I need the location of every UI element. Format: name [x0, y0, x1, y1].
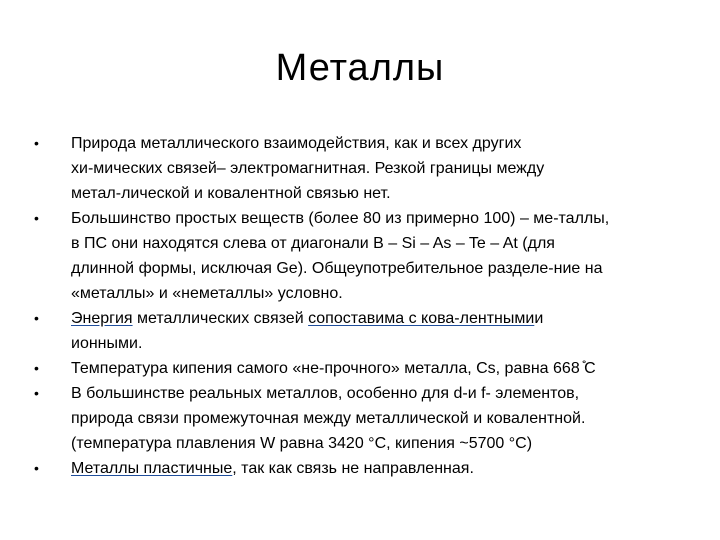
bullet-text-line: Большинство простых веществ (более 80 из примерно 100) – ме-таллы, [71, 210, 610, 227]
bullet-text-line: метал-лической и ковалентной связью нет. [71, 185, 391, 202]
bullet-text: , так как связь не направленная. [232, 460, 474, 477]
bullet-item-simple-substances [34, 206, 694, 306]
comparable-covalent-link[interactable]: сопоставима с кова-лентными [308, 310, 535, 327]
bullet-text-line: в ПС они находятся слева от диагонали B – Si – As – Te – At (для [71, 235, 555, 252]
bullet-icon: • [34, 310, 39, 326]
plastic-metals-link[interactable]: Металлы пластичные [71, 460, 233, 477]
bullet-item-boiling-point [34, 356, 694, 381]
bullet-text-line: Температура кипения самого «не-прочного» металла, Cs, равна 668 ̊C [71, 360, 596, 377]
bullet-item-metallic-bond-nature [34, 131, 694, 206]
bullet-item-plasticity [34, 456, 694, 481]
bullet-item-bond-energy [34, 306, 694, 356]
bullet-text-line: хи-мических связей– электромагнитная. Резкой границы между [71, 160, 545, 177]
bullet-icon: • [34, 385, 39, 401]
bullet-text-line: ионными. [71, 335, 143, 352]
bullet-text-line [71, 456, 694, 481]
slide-title: Металлы [275, 47, 445, 89]
bullet-item-real-metals [34, 381, 694, 456]
bullet-icon: • [34, 360, 39, 376]
energy-link[interactable]: Энергия [71, 310, 133, 327]
bullet-text-line: «металлы» и «неметаллы» условно. [71, 285, 343, 302]
bullet-text-line: Природа металлического взаимодействия, как и всех других [71, 135, 522, 152]
bullet-text: металлических связей [132, 310, 309, 327]
bullet-text-line: (температура плавления W равна 3420 °C, кипения ~5700 °C) [71, 435, 533, 452]
bullet-text-line: длинной формы, исключая Ge). Общеупотребительное разделе-ние на [71, 260, 603, 277]
bullet-text: и [534, 310, 544, 327]
bullet-text-line: В большинстве реальных металлов, особенно для d-и f- элементов, [71, 385, 580, 402]
bullet-text-line [71, 306, 694, 331]
bullet-icon: • [34, 135, 39, 151]
bullet-text-line: природа связи промежуточная между металлической и ковалентной. [71, 410, 586, 427]
bullet-icon: • [34, 460, 39, 476]
bullet-icon: • [34, 210, 39, 226]
bullet-list [34, 131, 694, 481]
